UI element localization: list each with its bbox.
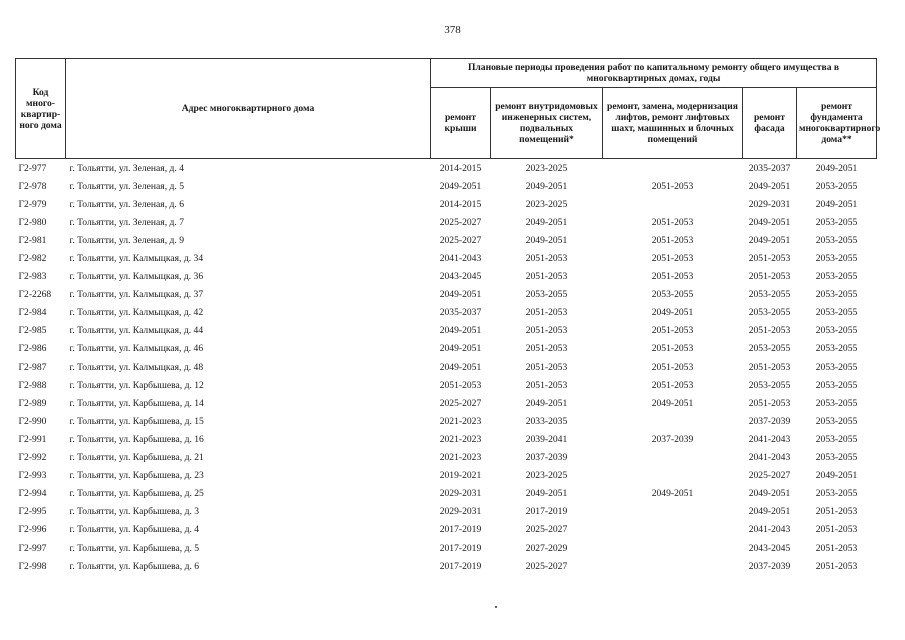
cell-roof: 2049-2051 (439, 361, 482, 373)
header-foundation: ремонт фундамента многоквартирного дома** (797, 88, 877, 159)
cell-roof: 2035-2037 (439, 307, 482, 319)
cell-lifts (603, 521, 743, 539)
cell-engineering: 2049-2051 (525, 397, 568, 409)
cell-roof: 2019-2021 (439, 470, 482, 482)
cell-facade: 2051-2053 (748, 397, 791, 409)
cell-foundation: 2053-2055 (815, 271, 858, 283)
cell-lifts: 2051-2053 (651, 216, 694, 228)
capital-repair-schedule-table (15, 58, 881, 575)
cell-facade: 2035-2037 (748, 162, 791, 174)
table-row (16, 286, 877, 304)
table-row (16, 195, 877, 213)
cell-lifts: 2051-2053 (651, 180, 694, 192)
cell-lifts: 2051-2053 (651, 361, 694, 373)
cell-roof: 2021-2023 (439, 452, 482, 464)
cell-foundation: 2053-2055 (815, 361, 858, 373)
cell-lifts (603, 557, 743, 575)
table-row (16, 412, 877, 430)
cell-lifts: 2051-2053 (651, 325, 694, 337)
cell-engineering: 2049-2051 (525, 216, 568, 228)
cell-address: г. Тольятти, ул. Зеленая, д. 4 (69, 162, 184, 174)
cell-address: г. Тольятти, ул. Калмыцкая, д. 42 (69, 307, 204, 319)
cell-roof: 2014-2015 (439, 162, 482, 174)
cell-code: Г2-978 (18, 180, 47, 192)
cell-lifts (603, 539, 743, 557)
cell-roof: 2051-2053 (439, 379, 482, 391)
cell-address: г. Тольятти, ул. Зеленая, д. 9 (69, 234, 184, 246)
cell-code: Г2-982 (18, 253, 47, 265)
cell-code: Г2-979 (18, 198, 47, 210)
cell-engineering: 2051-2053 (525, 253, 568, 265)
cell-lifts: 2051-2053 (651, 271, 694, 283)
cell-roof: 2049-2051 (439, 325, 482, 337)
cell-lifts: 2037-2039 (651, 433, 694, 445)
table-row (16, 394, 877, 412)
cell-roof: 2049-2051 (439, 343, 482, 355)
cell-foundation: 2051-2053 (815, 542, 858, 554)
cell-facade: 2041-2043 (748, 452, 791, 464)
cell-facade: 2041-2043 (748, 524, 791, 536)
header-lifts: ремонт, замена, модернизация лифтов, ремонт лифтовых шахт, машинных и блочных помещений (603, 88, 743, 159)
cell-code: Г2-991 (18, 433, 47, 445)
cell-address: г. Тольятти, ул. Карбышева, д. 14 (69, 397, 204, 409)
table-row (16, 521, 877, 539)
cell-code: Г2-998 (18, 560, 47, 572)
cell-address: г. Тольятти, ул. Карбышева, д. 3 (69, 506, 200, 518)
cell-code: Г2-977 (18, 162, 47, 174)
cell-code: Г2-988 (18, 379, 47, 391)
table-row (16, 340, 877, 358)
cell-roof: 2017-2019 (439, 542, 482, 554)
cell-code: Г2-987 (18, 361, 47, 373)
cell-engineering: 2049-2051 (525, 234, 568, 246)
cell-lifts (603, 503, 743, 521)
header-row-group (16, 59, 877, 88)
table-row (16, 304, 877, 322)
cell-address: г. Тольятти, ул. Карбышева, д. 6 (69, 560, 200, 572)
table-body (16, 159, 877, 576)
header-roof: ремонт крыши (431, 88, 491, 159)
cell-lifts: 2051-2053 (651, 343, 694, 355)
table-row (16, 557, 877, 575)
cell-roof: 2025-2027 (439, 397, 482, 409)
cell-address: г. Тольятти, ул. Зеленая, д. 5 (69, 180, 184, 192)
cell-roof: 2017-2019 (439, 560, 482, 572)
cell-lifts: 2051-2053 (651, 379, 694, 391)
cell-roof: 2049-2051 (439, 289, 482, 301)
cell-address: г. Тольятти, ул. Калмыцкая, д. 44 (69, 325, 204, 337)
cell-address: г. Тольятти, ул. Карбышева, д. 12 (69, 379, 204, 391)
cell-engineering: 2037-2039 (525, 452, 568, 464)
cell-engineering: 2017-2019 (525, 506, 568, 518)
cell-facade: 2049-2051 (748, 506, 791, 518)
cell-address: г. Тольятти, ул. Зеленая, д. 7 (69, 216, 184, 228)
cell-facade: 2025-2027 (748, 470, 791, 482)
scan-speck (495, 606, 497, 608)
cell-engineering: 2023-2025 (525, 198, 568, 210)
cell-code: Г2-997 (18, 542, 47, 554)
table-row (16, 503, 877, 521)
cell-foundation: 2051-2053 (815, 560, 858, 572)
cell-address: г. Тольятти, ул. Карбышева, д. 23 (69, 470, 204, 482)
table-row (16, 358, 877, 376)
table-row (16, 467, 877, 485)
cell-roof: 2041-2043 (439, 253, 482, 265)
table-row (16, 322, 877, 340)
table-row (16, 213, 877, 231)
cell-facade: 2051-2053 (748, 253, 791, 265)
cell-address: г. Тольятти, ул. Карбышева, д. 5 (69, 542, 200, 554)
cell-code: Г2-980 (18, 216, 47, 228)
cell-facade: 2053-2055 (748, 379, 791, 391)
cell-foundation: 2053-2055 (815, 325, 858, 337)
cell-facade: 2029-2031 (748, 198, 791, 210)
header-facade: ремонт фасада (743, 88, 797, 159)
header-code: Код много-квартир-ного дома (16, 59, 66, 159)
cell-facade: 2043-2045 (748, 542, 791, 554)
cell-engineering: 2053-2055 (525, 289, 568, 301)
header-planned-periods: Плановые периоды проведения работ по капитальному ремонту общего имущества в многоквартирных домах, годы (431, 59, 877, 88)
cell-code: Г2-983 (18, 271, 47, 283)
cell-foundation: 2053-2055 (815, 452, 858, 464)
cell-foundation: 2049-2051 (815, 198, 858, 210)
header-address: Адрес многоквартирного дома (66, 59, 431, 159)
cell-code: Г2-996 (18, 524, 47, 536)
cell-engineering: 2033-2035 (525, 415, 568, 427)
table-row (16, 539, 877, 557)
cell-lifts (603, 467, 743, 485)
cell-facade: 2053-2055 (748, 307, 791, 319)
cell-address: г. Тольятти, ул. Калмыцкая, д. 34 (69, 253, 204, 265)
cell-code: Г2-990 (18, 415, 47, 427)
cell-facade: 2037-2039 (748, 415, 791, 427)
cell-foundation: 2053-2055 (815, 253, 858, 265)
table-row (16, 177, 877, 195)
cell-roof: 2043-2045 (439, 271, 482, 283)
cell-lifts (603, 195, 743, 213)
cell-engineering: 2049-2051 (525, 180, 568, 192)
cell-code: Г2-995 (18, 506, 47, 518)
cell-code: Г2-986 (18, 343, 47, 355)
cell-facade: 2051-2053 (748, 361, 791, 373)
cell-lifts: 2049-2051 (651, 307, 694, 319)
cell-code: Г2-989 (18, 397, 47, 409)
cell-roof: 2025-2027 (439, 234, 482, 246)
cell-code: Г2-992 (18, 452, 47, 464)
cell-foundation: 2053-2055 (815, 343, 858, 355)
cell-roof: 2029-2031 (439, 506, 482, 518)
cell-roof: 2014-2015 (439, 198, 482, 210)
cell-engineering: 2051-2053 (525, 325, 568, 337)
page-number: 378 (444, 24, 461, 36)
cell-engineering: 2023-2025 (525, 162, 568, 174)
cell-engineering: 2025-2027 (525, 560, 568, 572)
cell-address: г. Тольятти, ул. Карбышева, д. 25 (69, 488, 204, 500)
cell-facade: 2049-2051 (748, 216, 791, 228)
cell-address: г. Тольятти, ул. Карбышева, д. 4 (69, 524, 200, 536)
cell-address: г. Тольятти, ул. Зеленая, д. 6 (69, 198, 184, 210)
cell-roof: 2021-2023 (439, 415, 482, 427)
cell-code: Г2-985 (18, 325, 47, 337)
cell-lifts: 2051-2053 (651, 253, 694, 265)
cell-lifts (603, 412, 743, 430)
cell-roof: 2049-2051 (439, 180, 482, 192)
table-row (16, 159, 877, 178)
cell-foundation: 2049-2051 (815, 162, 858, 174)
cell-foundation: 2053-2055 (815, 397, 858, 409)
cell-lifts: 2053-2055 (651, 289, 694, 301)
cell-roof: 2017-2019 (439, 524, 482, 536)
cell-lifts: 2049-2051 (651, 397, 694, 409)
cell-facade: 2051-2053 (748, 325, 791, 337)
cell-foundation: 2053-2055 (815, 488, 858, 500)
cell-facade: 2049-2051 (748, 488, 791, 500)
cell-address: г. Тольятти, ул. Калмыцкая, д. 37 (69, 289, 204, 301)
cell-address: г. Тольятти, ул. Карбышева, д. 21 (69, 452, 204, 464)
cell-address: г. Тольятти, ул. Калмыцкая, д. 36 (69, 271, 204, 283)
cell-engineering: 2039-2041 (525, 433, 568, 445)
cell-facade: 2041-2043 (748, 433, 791, 445)
cell-code: Г2-2268 (18, 289, 52, 301)
table-row (16, 231, 877, 249)
cell-facade: 2049-2051 (748, 180, 791, 192)
cell-lifts: 2049-2051 (651, 488, 694, 500)
cell-engineering: 2051-2053 (525, 361, 568, 373)
cell-engineering: 2051-2053 (525, 271, 568, 283)
cell-foundation: 2053-2055 (815, 415, 858, 427)
cell-engineering: 2025-2027 (525, 524, 568, 536)
cell-lifts (603, 159, 743, 178)
cell-engineering: 2051-2053 (525, 307, 568, 319)
cell-code: Г2-984 (18, 307, 47, 319)
cell-foundation: 2053-2055 (815, 234, 858, 246)
cell-engineering: 2027-2029 (525, 542, 568, 554)
cell-foundation: 2051-2053 (815, 524, 858, 536)
table-row (16, 430, 877, 448)
table-row (16, 249, 877, 267)
cell-lifts (603, 449, 743, 467)
cell-roof: 2025-2027 (439, 216, 482, 228)
header-engineering: ремонт внутридомовых инженерных систем, подвальных помещений* (491, 88, 603, 159)
cell-engineering: 2051-2053 (525, 379, 568, 391)
table-row (16, 449, 877, 467)
table-header (16, 59, 881, 159)
cell-lifts: 2051-2053 (651, 234, 694, 246)
cell-facade: 2053-2055 (748, 343, 791, 355)
cell-foundation: 2053-2055 (815, 379, 858, 391)
cell-facade: 2037-2039 (748, 560, 791, 572)
cell-address: г. Тольятти, ул. Карбышева, д. 16 (69, 433, 204, 445)
cell-foundation: 2053-2055 (815, 307, 858, 319)
cell-code: Г2-981 (18, 234, 47, 246)
cell-roof: 2021-2023 (439, 433, 482, 445)
cell-facade: 2051-2053 (748, 271, 791, 283)
cell-foundation: 2053-2055 (815, 180, 858, 192)
cell-engineering: 2023-2025 (525, 470, 568, 482)
cell-engineering: 2051-2053 (525, 343, 568, 355)
cell-address: г. Тольятти, ул. Калмыцкая, д. 48 (69, 361, 204, 373)
table-row (16, 376, 877, 394)
cell-address: г. Тольятти, ул. Калмыцкая, д. 46 (69, 343, 204, 355)
cell-foundation: 2053-2055 (815, 433, 858, 445)
cell-facade: 2049-2051 (748, 234, 791, 246)
cell-address: г. Тольятти, ул. Карбышева, д. 15 (69, 415, 204, 427)
cell-foundation: 2053-2055 (815, 289, 858, 301)
cell-engineering: 2049-2051 (525, 488, 568, 500)
cell-code: Г2-994 (18, 488, 47, 500)
table-row (16, 485, 877, 503)
cell-foundation: 2051-2053 (815, 506, 858, 518)
cell-facade: 2053-2055 (748, 289, 791, 301)
cell-foundation: 2049-2051 (815, 470, 858, 482)
table-row (16, 268, 877, 286)
cell-foundation: 2053-2055 (815, 216, 858, 228)
cell-roof: 2029-2031 (439, 488, 482, 500)
cell-code: Г2-993 (18, 470, 47, 482)
